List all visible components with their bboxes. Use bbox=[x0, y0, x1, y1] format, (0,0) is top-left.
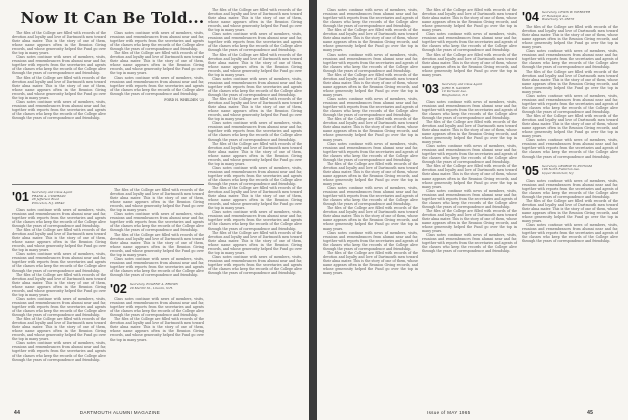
body-paragraph: The files of the College are filled with records of the devotion and loyalty and love of Dartmouth men toward their alma mater. This is the story of one of them, whose name appears often in the Reunion Giving records, and whose generosity helped the Fund go over the top in many years. bbox=[208, 8, 302, 33]
section-divider bbox=[12, 184, 204, 185]
body-paragraph: The files of the College are filled with records of the devotion and loyalty and love of Dartmouth men toward their alma mater. This is the story of one of them, whose name appears often in the Reunion Giving records, and whose generosity helped the Fund go over the top in many years. bbox=[422, 119, 517, 145]
right-column-3 bbox=[522, 8, 618, 402]
class-year: '05 bbox=[522, 163, 539, 178]
secretary-block: Secretary, LEWIS W. WEBSTER 27 Randolph Ave. Waterbury, Vt. 05676 bbox=[541, 10, 591, 22]
body-paragraph: Class notes continue with news of members, visits, reunions and remembrances from alumni near and far, together with reports from the secretaries and agents of the classes who keep the records of the College alive through the years of correspondence and friendship. bbox=[208, 254, 302, 276]
body-paragraph: Class notes continue with news of members, visits, reunions and remembrances from alumni near and far, together with reports from the secretaries and agents of the classes who keep the records of the College alive through the years of correspondence and friendship. bbox=[12, 296, 106, 318]
class-02-header bbox=[110, 283, 204, 295]
body-paragraph: Class notes continue with news of members, visits, reunions and remembrances from alumni near and far, together with reports from the secretaries and agents of the classes who keep the records of the College alive through the years of correspondence and friendship. bbox=[110, 75, 204, 96]
body-paragraph: Class notes continue with news of members, visits, reunions and remembrances from alumni near and far, together with reports from the secretaries and agents of the classes who keep the records of the College alive through the years of correspondence and friendship. bbox=[422, 99, 517, 120]
body-paragraph: The files of the College are filled with records of the devotion and loyalty and love of Dartmouth men toward their alma mater. This is the story of one of them, whose name appears often in the Reunion Giving records, and whose generosity helped the Fund go over the top in many years. bbox=[522, 198, 618, 224]
body-paragraph: Class notes continue with news of members, visits, reunions and remembrances from alumni near and far, together with reports from the secretaries and agents of the classes who keep the records of the College alive through the years of correspondence and friendship. bbox=[323, 52, 418, 73]
body-paragraph: Class notes continue with news of members, visits, reunions and remembrances from alumni near and far, together with reports from the secretaries and agents of the classes who keep the records of the College alive through the years of correspondence and friendship. bbox=[208, 121, 302, 142]
class-01-header bbox=[12, 191, 106, 206]
body-paragraph: The files of the College are filled with records of the devotion and loyalty and love of Dartmouth men toward their alma mater. This is the story of one of them, whose name appears often in the Reunion Giving records, and whose generosity helped the Fund go over the top in many years. bbox=[110, 188, 204, 213]
body-paragraph: The files of the College are filled with records of the devotion and loyalty and love of Dartmouth men toward their alma mater. This is the story of one of them, whose name appears often in the Reunion Giving records, and whose generosity helped the Fund go over the top in many years. bbox=[208, 97, 302, 122]
body-paragraph: The files of the College are filled with records of the devotion and loyalty and love of Dartmouth men toward their alma mater. This is the story of one of them, whose name appears often in the Reunion Giving records, and whose generosity helped the Fund go over the top in many years. bbox=[208, 186, 302, 211]
left-column-1-top bbox=[12, 31, 106, 181]
left-footer bbox=[14, 410, 160, 416]
body-paragraph: Class notes continue with news of members, visits, reunions and remembrances from alumni near and far, together with reports from the secretaries and agents of the classes who keep the records of the College alive through the years of correspondence and friendship. bbox=[110, 212, 204, 233]
body-paragraph: The files of the College are filled with records of the devotion and loyalty and love of Dartmouth men toward their alma mater. This is the story of one of them, whose name appears often in the Reunion Giving records, and whose generosity helped the Fund go over the top in many years. bbox=[422, 164, 517, 189]
body-paragraph: Class notes continue with news of members, visits, reunions and remembrances from alumni near and far, together with reports from the secretaries and agents of the classes who keep the records of the College alive through the years of correspondence and friendship. bbox=[12, 99, 106, 120]
body-paragraph: The files of the College are filled with records of the devotion and loyalty and love of Dartmouth men toward their alma mater. This is the story of one of them, whose name appears often in the Reunion Giving records, and whose generosity helped the Fund go over the top in many years. bbox=[208, 52, 302, 77]
body-paragraph: Class notes continue with news of members, visits, reunions and remembrances from alumni near and far, together with reports from the secretaries and agents of the classes who keep the records of the College alive through the years of correspondence and friendship. bbox=[12, 341, 106, 362]
body-paragraph: The files of the College are filled with records of the devotion and loyalty and love of Dartmouth men toward their alma mater. This is the story of one of them, whose name appears often in the Reunion Giving records, and whose generosity helped the Fund go over the top in many years. bbox=[110, 232, 204, 257]
page-gutter bbox=[309, 0, 317, 420]
body-paragraph: Class notes continue with news of members, visits, reunions and remembrances from alumni near and far, together with reports from the secretaries and agents of the classes who keep the records of the College alive through the years of correspondence and friendship. bbox=[522, 178, 618, 199]
body-paragraph: Class notes continue with news of members, visits, reunions and remembrances from alumni near and far, together with reports from the secretaries and agents of the classes who keep the records of the College alive through the years of correspondence and friendship. bbox=[208, 165, 302, 187]
body-paragraph: The files of the College are filled with records of the devotion and loyalty and love of Dartmouth men toward their alma mater. This is the story of one of them, whose name appears often in the Reunion Giving records, and whose generosity helped the Fund go over the top in many years. bbox=[323, 72, 418, 97]
magazine-title: DARTMOUTH ALUMNI MAGAZINE bbox=[79, 410, 161, 415]
body-paragraph: Class notes continue with news of members, visits, reunions and remembrances from alumni near and far, together with reports from the secretaries and agents of the classes who keep the records of the College alive through the years of correspondence and friendship. bbox=[323, 186, 418, 207]
body-paragraph: Class notes continue with news of members, visits, reunions and remembrances from alumni near and far, together with reports from the secretaries and agents of the classes who keep the records of the College alive through the years of correspondence and friendship. bbox=[323, 230, 418, 251]
class-year: '04 bbox=[522, 10, 539, 24]
body-paragraph: The files of the College are filled with records of the devotion and loyalty and love of Dartmouth men toward their alma mater. This is the story of one of them, whose name appears often in the Reunion Giving records, and whose generosity helped the Fund go over the top in many years. bbox=[422, 52, 517, 77]
left-column-3 bbox=[208, 8, 302, 402]
body-paragraph: Class notes continue with news of members, visits, reunions and remembrances from alumni near and far, together with reports from the secretaries and agents of the classes who keep the records of the College alive through the years of correspondence and friendship. bbox=[110, 256, 204, 277]
body-paragraph: The files of the College are filled with records of the devotion and loyalty and love of Dartmouth men toward their alma mater. This is the story of one of them, whose name appears often in the Reunion Giving records, and whose generosity helped the Fund go over the top in many years. bbox=[12, 317, 106, 342]
class-year: '02 bbox=[110, 282, 127, 297]
body-paragraph: The files of the College are filled with records of the devotion and loyalty and love of Dartmouth men toward their alma mater. This is the story of one of them, whose name appears often in the Reunion Giving records, and whose generosity helped the Fund go over the top in many years. bbox=[522, 25, 618, 50]
body-paragraph: Class notes continue with news of members, visits, reunions and remembrances from alumni near and far, together with reports from the secretaries and agents of the classes who keep the records of the College alive through the years of correspondence and friendship. bbox=[522, 138, 618, 159]
class-year: '01 bbox=[12, 190, 29, 204]
body-paragraph: Class notes continue with news of members, visits, reunions and remembrances from alumni near and far, together with reports from the secretaries and agents of the classes who keep the records of the College alive through the years of correspondence and friendship. bbox=[422, 32, 517, 53]
body-paragraph: The files of the College are filled with records of the devotion and loyalty and love of Dartmouth men toward their alma mater. This is the story of one of them, whose name appears often in the Reunion Giving records, and whose generosity helped the Fund go over the top in many years. bbox=[422, 208, 517, 234]
body-paragraph: The files of the College are filled with records of the devotion and loyalty and love of Dartmouth men toward their alma mater. This is the story of one of them, whose name appears often in the Reunion Giving records, and whose generosity helped the Fund go over the top in many years. bbox=[323, 206, 418, 231]
right-footer bbox=[427, 410, 593, 416]
intro-paragraph: The files of the College are filled with records of the devotion and loyalty and love of Dartmouth men toward their alma mater. This is the story of one of them, whose name appears often in the Reunion Giving records, and whose generosity helped the Fund go over the top in many years. bbox=[12, 31, 106, 56]
body-paragraph: Class notes continue with news of members, visits, reunions and remembrances from alumni near and far, together with reports from the secretaries and agents of the classes who keep the records of the College alive through the years of correspondence and friendship. bbox=[522, 93, 618, 114]
secretary-block: Secretary, EUGENE A. BROWN 29 Merritt St., Lincoln, N.H. bbox=[129, 282, 179, 290]
body-paragraph: Class notes continue with news of members, visits, reunions and remembrances from alumni near and far, together with reports from the secretaries and agents of the classes who keep the records of the College alive through the years of correspondence and friendship. bbox=[422, 188, 517, 209]
body-paragraph: The files of the College are filled with records of the devotion and loyalty and love of Dartmouth men toward their alma mater. This is the story of one of them, whose name appears often in the Reunion Giving records, and whose generosity helped the Fund go over the top in many years. bbox=[12, 272, 106, 297]
secretary-block: Secretary and Class Agent FRANK A. CUSHMAN 28 Jefferson Road Princeton, N.J. 08540 bbox=[31, 190, 73, 206]
left-column-2-top bbox=[110, 31, 204, 181]
class-05-header bbox=[522, 165, 618, 177]
body-paragraph: The files of the College are filled with records of the devotion and loyalty and love of Dartmouth men toward their alma mater. This is the story of one of them, whose name appears often in the Reunion Giving records, and whose generosity helped the Fund go over the top in many years. bbox=[12, 75, 106, 100]
body-paragraph: Class notes continue with news of members, visits, reunions and remembrances from alumni near and far, together with reports from the secretaries and agents of the classes who keep the records of the College alive through the years of correspondence and friendship. bbox=[323, 141, 418, 162]
body-paragraph: The files of the College are filled with records of the devotion and loyalty and love of Dartmouth men toward their alma mater. This is the story of one of them, whose name appears often in the Reunion Giving records, and whose generosity helped the Fund go over the top in many years. bbox=[323, 161, 418, 187]
body-paragraph: The files of the College are filled with records of the devotion and loyalty and love of Dartmouth men toward their alma mater. This is the story of one of them, whose name appears often in the Reunion Giving records, and whose generosity helped the Fund go over the top in many years. bbox=[110, 317, 204, 342]
body-paragraph: The files of the College are filled with records of the devotion and loyalty and love of Dartmouth men toward their alma mater. This is the story of one of them, whose name appears often in the Reunion Giving records, and whose generosity helped the Fund go over the top in many years. bbox=[323, 250, 418, 276]
body-paragraph: Class notes continue with news of members, visits, reunions and remembrances from alumni near and far, together with reports from the secretaries and agents of the classes who keep the records of the College alive through the years of correspondence and friendship. bbox=[422, 144, 517, 165]
body-paragraph: Class notes continue with news of members, visits, reunions and remembrances from alumni near and far, together with reports from the secretaries and agents of the classes who keep the records of the College alive through the years of correspondence and friendship. bbox=[208, 32, 302, 53]
right-page bbox=[317, 0, 628, 420]
body-paragraph: The files of the College are filled with records of the devotion and loyalty and love of Dartmouth men toward their alma mater. This is the story of one of them, whose name appears often in the Reunion Giving records, and whose generosity helped the Fund go over the top in many years. bbox=[208, 230, 302, 255]
body-paragraph: Class notes continue with news of members, visits, reunions and remembrances from alumni near and far, together with reports from the secretaries and agents of the classes who keep the records of the College alive through the years of correspondence and friendship. bbox=[208, 76, 302, 97]
body-paragraph: The files of the College are filled with records of the devotion and loyalty and love of Dartmouth men toward their alma mater. This is the story of one of them, whose name appears often in the Reunion Giving records, and whose generosity helped the Fund go over the top in many years. bbox=[208, 141, 302, 166]
body-paragraph: The files of the College are filled with records of the devotion and loyalty and love of Dartmouth men toward their alma mater. This is the story of one of them, whose name appears often in the Reunion Giving records, and whose generosity helped the Fund go over the top in many years. bbox=[323, 28, 418, 53]
body-paragraph: The files of the College are filled with records of the devotion and loyalty and love of Dartmouth men toward their alma mater. This is the story of one of them, whose name appears often in the Reunion Giving records, and whose generosity helped the Fund go over the top in many years. bbox=[110, 51, 204, 76]
body-paragraph: The files of the College are filled with records of the devotion and loyalty and love of Dartmouth men toward their alma mater. This is the story of one of them, whose name appears often in the Reunion Giving records, and whose generosity helped the Fund go over the top in many years. bbox=[522, 114, 618, 139]
right-column-2 bbox=[422, 8, 517, 402]
body-paragraph: The files of the College are filled with records of the devotion and loyalty and love of Dartmouth men toward their alma mater. This is the story of one of them, whose name appears often in the Reunion Giving records, and whose generosity helped the Fund go over the top in many years. bbox=[12, 228, 106, 253]
body-paragraph: Class notes continue with news of members, visits, reunions and remembrances from alumni near and far, together with reports from the secretaries and agents of the classes who keep the records of the College alive through the years of correspondence and friendship. bbox=[12, 55, 106, 76]
body-paragraph: Class notes continue with news of members, visits, reunions and remembrances from alumni near and far, together with reports from the secretaries and agents of the classes who keep the records of the College alive through the years of correspondence and friendship. bbox=[422, 233, 517, 254]
body-paragraph: Class notes continue with news of members, visits, reunions and remembrances from alumni near and far, together with reports from the secretaries and agents of the classes who keep the records of the College alive through the years of correspondence and friendship. bbox=[323, 8, 418, 29]
left-column-2-bottom bbox=[110, 188, 204, 402]
body-paragraph: Class notes continue with news of members, visits, reunions and remembrances from alumni near and far, together with reports from the secretaries and agents of the classes who keep the records of the College alive through the years of correspondence and friendship. bbox=[323, 97, 418, 118]
body-paragraph: Class notes continue with news of members, visits, reunions and remembrances from alumni near and far, together with reports from the secretaries and agents of the classes who keep the records of the College alive through the years of correspondence and friendship. bbox=[110, 31, 204, 52]
body-paragraph: Class notes continue with news of members, visits, reunions and remembrances from alumni near and far, together with reports from the secretaries and agents of the classes who keep the records of the College alive through the years of correspondence and friendship. bbox=[522, 223, 618, 244]
body-paragraph: Class notes continue with news of members, visits, reunions and remembrances from alumni near and far, together with reports from the secretaries and agents of the classes who keep the records of the College alive through the years of correspondence and friendship. bbox=[12, 252, 106, 273]
body-paragraph: The files of the College are filled with records of the devotion and loyalty and love of Dartmouth men toward their alma mater. This is the story of one of them, whose name appears often in the Reunion Giving records, and whose generosity helped the Fund go over the top in many years. bbox=[422, 8, 517, 33]
author-signature: FORD H. WHELDEN '25 bbox=[164, 97, 204, 102]
body-paragraph: Class notes continue with news of members, visits, reunions and remembrances from alumni near and far, together with reports from the secretaries and agents of the classes who keep the records of the College alive through the years of correspondence and friendship. bbox=[12, 207, 106, 228]
body-paragraph: The files of the College are filled with records of the devotion and loyalty and love of Dartmouth men toward their alma mater. This is the story of one of them, whose name appears often in the Reunion Giving records, and whose generosity helped the Fund go over the top in many years. bbox=[522, 69, 618, 94]
body-paragraph: Class notes continue with news of members, visits, reunions and remembrances from alumni near and far, together with reports from the secretaries and agents of the classes who keep the records of the College alive through the years of correspondence and friendship. bbox=[208, 210, 302, 231]
page-number: 44 bbox=[14, 410, 21, 416]
left-page bbox=[0, 0, 309, 420]
page-title: Now It Can Be Told... bbox=[20, 9, 205, 27]
left-column-1-bottom bbox=[12, 188, 106, 402]
page-number: 45 bbox=[587, 410, 594, 416]
secretary-block: Secretary, GEORGE W. PUTNAM 196 North Fullerton Ave. Upper Montclair, N.J. bbox=[541, 163, 592, 175]
class-year: '03 bbox=[422, 81, 439, 96]
class-03-header bbox=[422, 83, 517, 98]
issue-label: Issue of MAY 1965 bbox=[427, 410, 471, 415]
secretary-block: Secretary and Class Agent JOHN R. SANDER 10 Vermont Ave. Binghamton, N.Y. bbox=[441, 81, 483, 97]
right-column-1 bbox=[323, 8, 418, 402]
class-04-header bbox=[522, 11, 618, 23]
body-paragraph: Class notes continue with news of members, visits, reunions and remembrances from alumni near and far, together with reports from the secretaries and agents of the classes who keep the records of the College alive through the years of correspondence and friendship. bbox=[110, 297, 204, 318]
body-paragraph: Class notes continue with news of members, visits, reunions and remembrances from alumni near and far, together with reports from the secretaries and agents of the classes who keep the records of the College alive through the years of correspondence and friendship. bbox=[522, 49, 618, 70]
body-paragraph: The files of the College are filled with records of the devotion and loyalty and love of Dartmouth men toward their alma mater. This is the story of one of them, whose name appears often in the Reunion Giving records, and whose generosity helped the Fund go over the top in many years. bbox=[323, 117, 418, 142]
